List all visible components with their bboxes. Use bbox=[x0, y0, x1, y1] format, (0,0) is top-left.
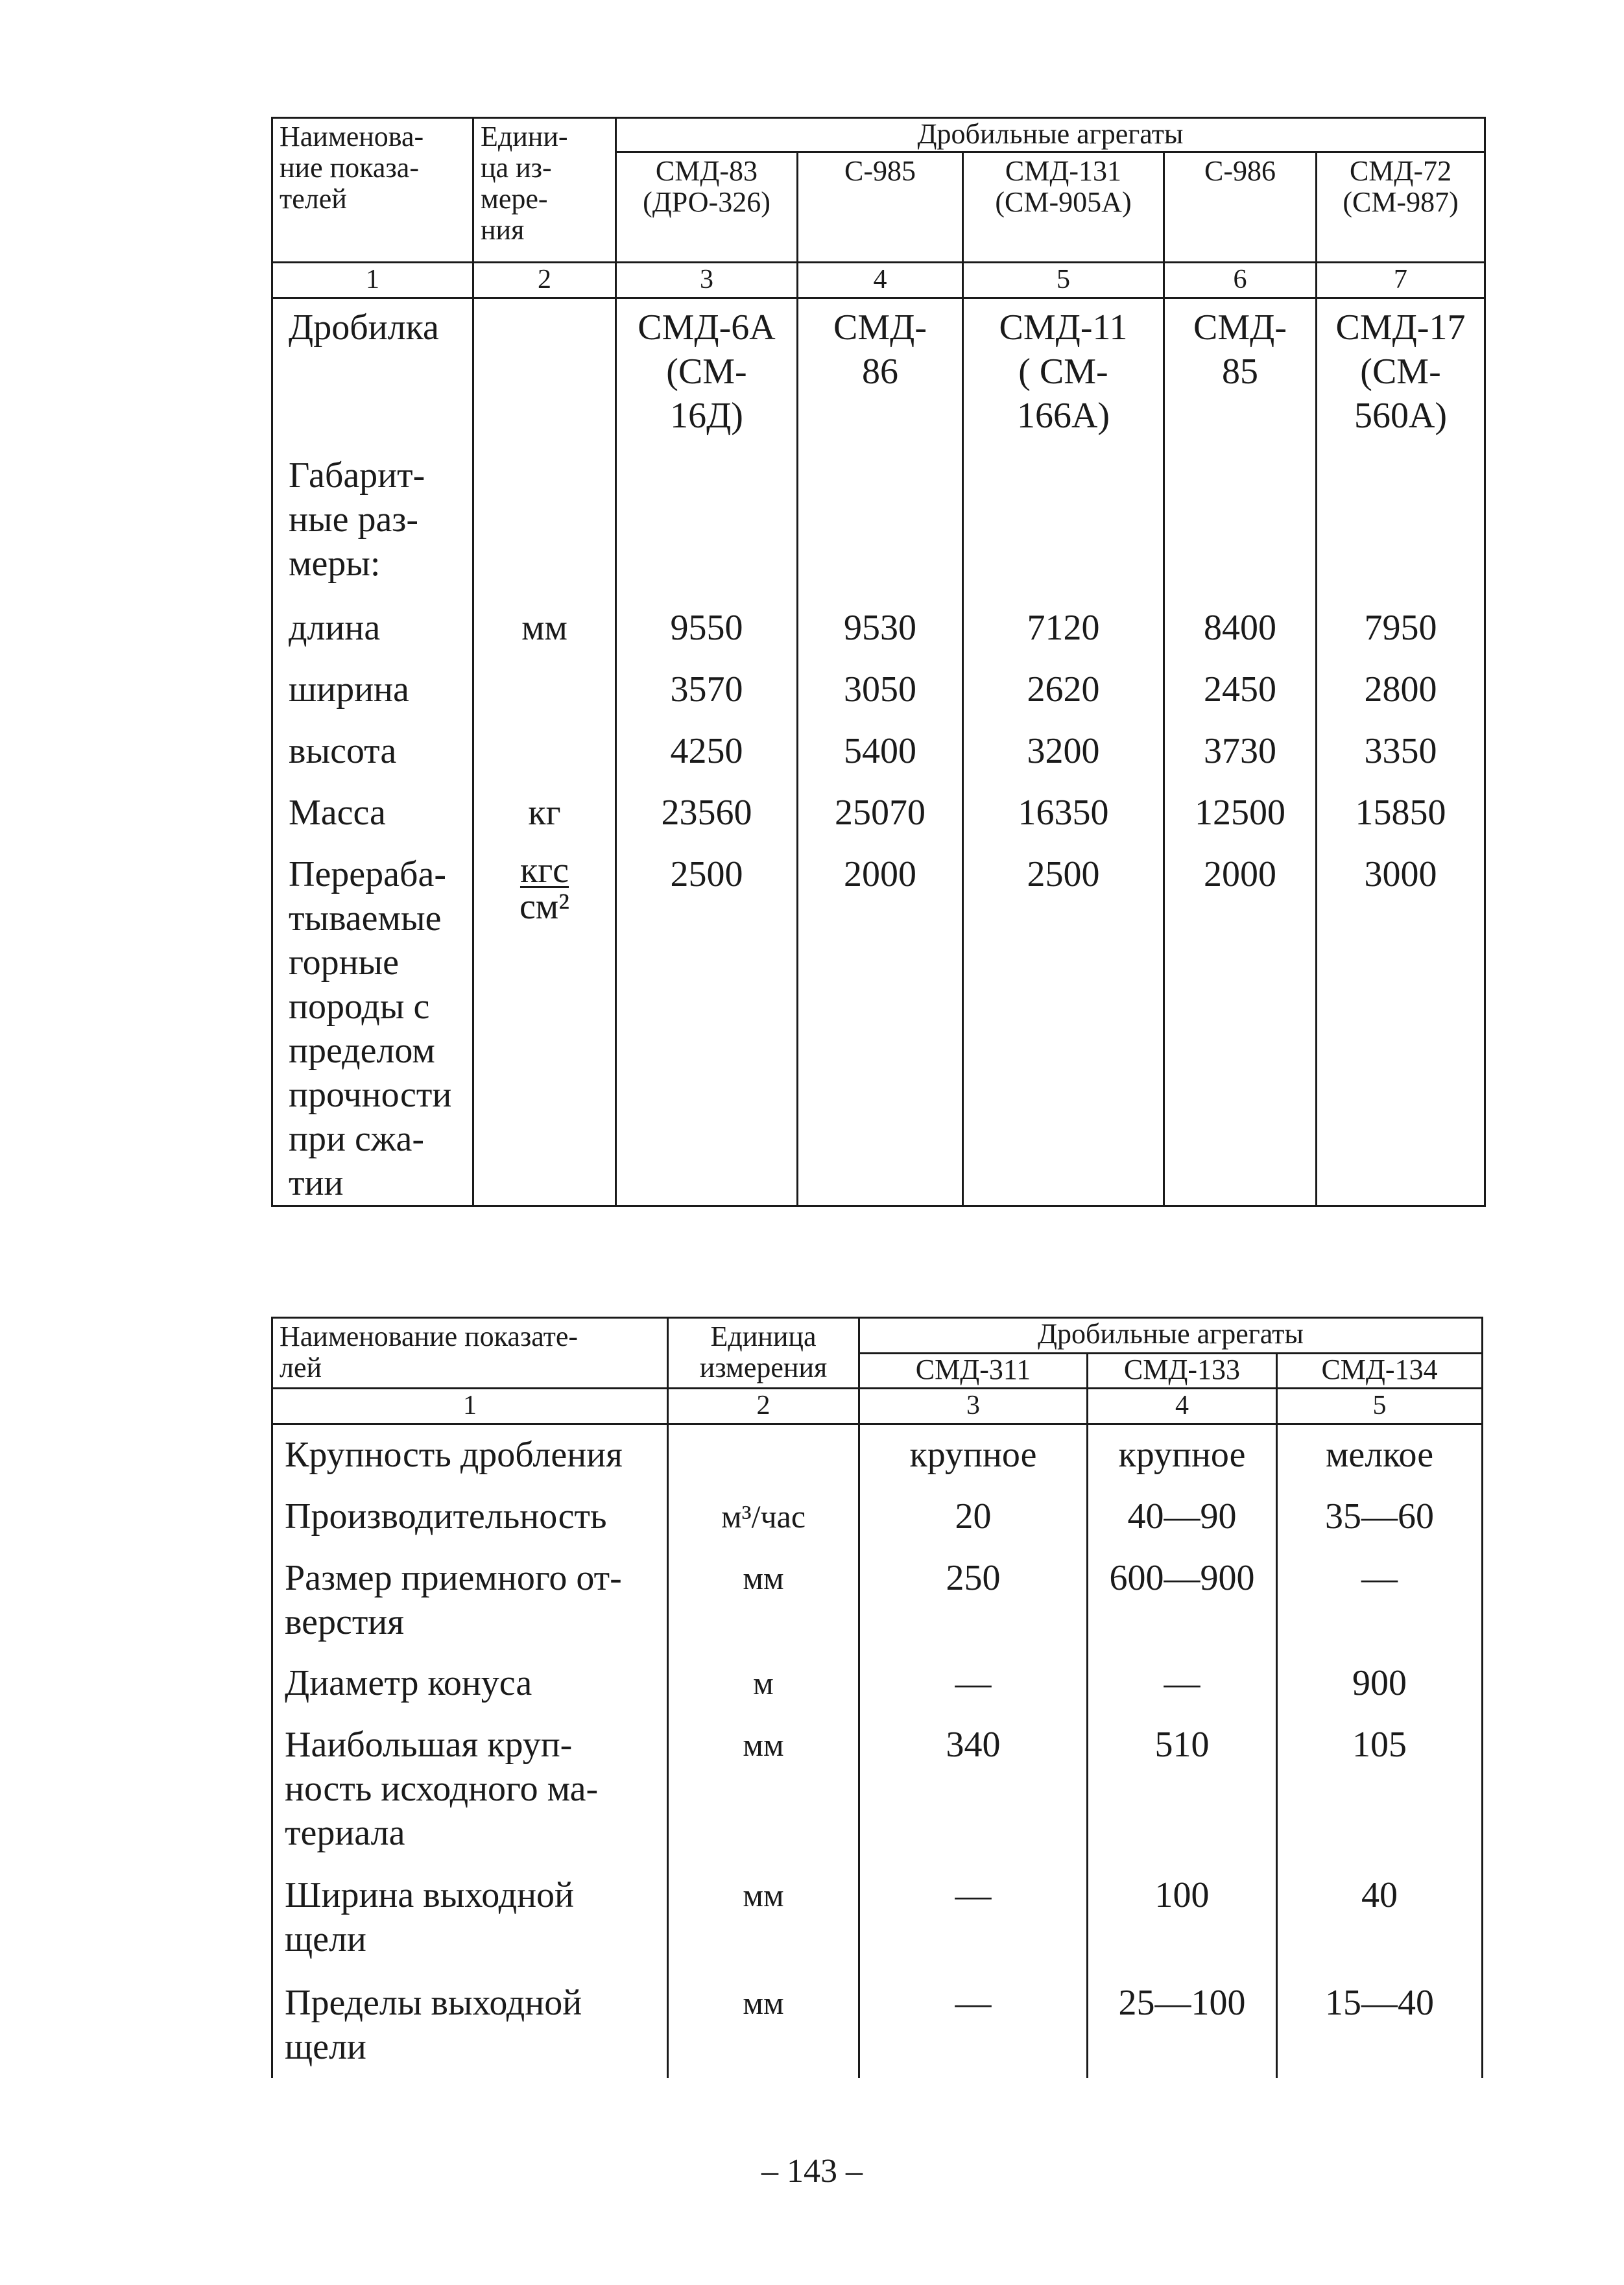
t2-cell: — bbox=[1361, 1558, 1398, 1598]
t1-body bbox=[272, 298, 1485, 1206]
t1-cell: 2500 bbox=[1027, 854, 1100, 894]
t2-row-unit: м³/час bbox=[721, 1498, 806, 1535]
t1-cell: 2450 bbox=[1204, 669, 1276, 710]
t1-body-col-5 bbox=[963, 298, 1164, 1206]
t1-cell: 9550 bbox=[670, 608, 743, 648]
t1-cell: 9530 bbox=[844, 608, 916, 648]
t1-body-col-6 bbox=[1164, 298, 1317, 1206]
t2-body-col-3 bbox=[859, 1424, 1088, 2079]
t1-header-group: Дробильные агрегаты bbox=[616, 118, 1485, 152]
t1-cell: 3050 bbox=[844, 669, 916, 710]
t1-colnum-2: 2 bbox=[473, 263, 616, 298]
t2-colnum-1: 1 bbox=[272, 1389, 668, 1424]
t1-crusher-model: СМД-17 (СМ- 560А) bbox=[1335, 307, 1466, 436]
t2-model-1: СМД-311 bbox=[859, 1353, 1088, 1389]
t2-row-unit: мм bbox=[743, 1560, 784, 1596]
t2-body bbox=[272, 1424, 1483, 2079]
t1-model-4: С-986 bbox=[1164, 152, 1317, 263]
t1-model-1: СМД-83 (ДРО-326) bbox=[616, 152, 798, 263]
t1-model-5: СМД-72 (СМ-987) bbox=[1317, 152, 1485, 263]
t2-cell: мелкое bbox=[1325, 1435, 1434, 1475]
t2-row-label: Ширина выходной щели bbox=[285, 1875, 575, 1959]
t2-row-label: Диаметр конуса bbox=[285, 1663, 532, 1703]
t1-cell: 2000 bbox=[1204, 854, 1276, 894]
t1-cell: 2500 bbox=[670, 854, 743, 894]
t1-cell: 3730 bbox=[1204, 731, 1276, 771]
t1-colnum-3: 3 bbox=[616, 263, 798, 298]
t1-body-col-2 bbox=[473, 298, 616, 1206]
t1-colnum-5: 5 bbox=[963, 263, 1164, 298]
t2-row-label: Наибольшая круп- ность исходного ма- териала bbox=[285, 1725, 599, 1853]
t2-cell: — bbox=[955, 1663, 992, 1703]
t1-row-unit bbox=[474, 667, 615, 729]
t1-cell: 2620 bbox=[1027, 669, 1100, 710]
t1-body-col-1 bbox=[272, 298, 473, 1206]
t2-colnum-4: 4 bbox=[1088, 1389, 1277, 1424]
t2-cell: 510 bbox=[1154, 1725, 1210, 1765]
t2-cell: 40 bbox=[1361, 1875, 1398, 1915]
t2-row-label: Размер приемного от- верстия bbox=[285, 1558, 622, 1642]
t1-cell: 7120 bbox=[1027, 608, 1100, 648]
t1-row-label: длина bbox=[289, 608, 381, 648]
t2-cell: 105 bbox=[1352, 1725, 1407, 1765]
t1-colnum-4: 4 bbox=[798, 263, 963, 298]
t1-cell: 2000 bbox=[844, 854, 916, 894]
t2-body-col-1 bbox=[272, 1424, 668, 2079]
t1-cell: 3570 bbox=[670, 669, 743, 710]
t1-model-2: С-985 bbox=[798, 152, 963, 263]
t1-body-col-4 bbox=[798, 298, 963, 1206]
t1-strength-unit-numerator: кгс bbox=[519, 850, 569, 891]
t1-colnum-7: 7 bbox=[1317, 263, 1485, 298]
crusher-specs-table-1 bbox=[271, 117, 1486, 1207]
t1-cell: 2800 bbox=[1364, 669, 1437, 710]
t2-model-3: СМД-134 bbox=[1277, 1353, 1483, 1389]
t2-row-label: Крупность дробления bbox=[285, 1435, 623, 1475]
t2-cell: — bbox=[1164, 1663, 1200, 1703]
t1-row-label: Масса bbox=[289, 793, 386, 833]
t1-cell: 5400 bbox=[844, 731, 916, 771]
t1-cell: 23560 bbox=[661, 793, 752, 833]
t1-cell: 3200 bbox=[1027, 731, 1100, 771]
t2-row-unit: мм bbox=[743, 1877, 784, 1913]
t2-cell: 250 bbox=[946, 1558, 1001, 1598]
crusher-specs-table-2 bbox=[271, 1317, 1483, 2078]
t2-colnum-5: 5 bbox=[1277, 1389, 1483, 1424]
t2-cell: 25—100 bbox=[1118, 1983, 1246, 2023]
t2-cell: — bbox=[955, 1983, 992, 2023]
t2-colnum-2: 2 bbox=[668, 1389, 859, 1424]
t1-colnum-6: 6 bbox=[1164, 263, 1317, 298]
t1-strength-label: Перераба- тываемые горные породы с пределом прочности при сжа- тии bbox=[289, 854, 452, 1203]
t1-crusher-model: СМД- 86 bbox=[833, 307, 927, 392]
t2-body-col-4 bbox=[1088, 1424, 1277, 2079]
t2-cell: 35—60 bbox=[1325, 1496, 1435, 1537]
t1-cell: 12500 bbox=[1195, 793, 1285, 833]
t2-cell: 900 bbox=[1352, 1663, 1407, 1703]
t2-header-indicator: Наименование показате- лей bbox=[272, 1318, 668, 1389]
t2-row-unit: мм bbox=[743, 1985, 784, 2021]
t2-row-unit: мм bbox=[743, 1727, 784, 1763]
t2-cell: 100 bbox=[1154, 1875, 1210, 1915]
t2-row-unit bbox=[669, 1433, 858, 1494]
t1-colnum-1: 1 bbox=[272, 263, 473, 298]
t1-strength-unit bbox=[519, 852, 569, 925]
t2-cell: крупное bbox=[909, 1435, 1037, 1475]
t2-model-2: СМД-133 bbox=[1088, 1353, 1277, 1389]
t1-header-indicator: Наименова- ние показа- телей bbox=[272, 118, 473, 263]
t2-cell: крупное bbox=[1118, 1435, 1246, 1475]
t2-row-label: Пределы выходной щели bbox=[285, 1983, 582, 2067]
t1-crusher-label: Дробилка bbox=[289, 307, 439, 348]
t1-dims-label: Габарит- ные раз- меры: bbox=[289, 455, 425, 584]
t2-cell: 40—90 bbox=[1127, 1496, 1237, 1537]
t2-header-unit: Единица измерения bbox=[668, 1318, 859, 1389]
t1-body-col-3 bbox=[616, 298, 798, 1206]
t1-cell: 7950 bbox=[1364, 608, 1437, 648]
t2-row-label: Производительность bbox=[285, 1496, 607, 1537]
t1-cell: 25070 bbox=[835, 793, 925, 833]
t1-strength-unit-denominator: см² bbox=[519, 887, 570, 927]
t2-row-unit: м bbox=[753, 1665, 774, 1701]
t1-row-unit: мм bbox=[521, 608, 567, 648]
page-number: – 143 – bbox=[761, 2153, 863, 2190]
t2-header-group: Дробильные агрегаты bbox=[859, 1318, 1483, 1354]
t1-crusher-model: СМД-6А (СМ- 16Д) bbox=[638, 307, 776, 436]
t1-crusher-model: СМД-11 ( СМ- 166А) bbox=[999, 307, 1128, 436]
t1-row-unit bbox=[474, 729, 615, 791]
t2-cell: 340 bbox=[946, 1725, 1001, 1765]
t1-row-unit: кг bbox=[528, 793, 561, 833]
t2-cell: 15—40 bbox=[1325, 1983, 1435, 2023]
t1-cell: 8400 bbox=[1204, 608, 1276, 648]
t1-cell: 16350 bbox=[1018, 793, 1109, 833]
t1-cell: 15850 bbox=[1355, 793, 1446, 833]
t2-body-col-2 bbox=[668, 1424, 859, 2079]
t2-cell: 20 bbox=[955, 1496, 992, 1537]
t1-model-3: СМД-131 (СМ-905А) bbox=[963, 152, 1164, 263]
t1-cell: 4250 bbox=[670, 731, 743, 771]
t2-cell: 600—900 bbox=[1109, 1558, 1255, 1598]
t1-crusher-model: СМД- 85 bbox=[1193, 307, 1287, 392]
t2-cell: — bbox=[955, 1875, 992, 1915]
t1-row-label: высота bbox=[289, 731, 397, 771]
t1-row-label: ширина bbox=[289, 669, 409, 710]
t2-body-col-5 bbox=[1277, 1424, 1483, 2079]
t1-header-unit: Едини- ца из- мере- ния bbox=[473, 118, 616, 263]
t2-colnum-3: 3 bbox=[859, 1389, 1088, 1424]
t1-body-col-7 bbox=[1317, 298, 1485, 1206]
t1-cell: 3000 bbox=[1364, 854, 1437, 894]
t1-cell: 3350 bbox=[1364, 731, 1437, 771]
